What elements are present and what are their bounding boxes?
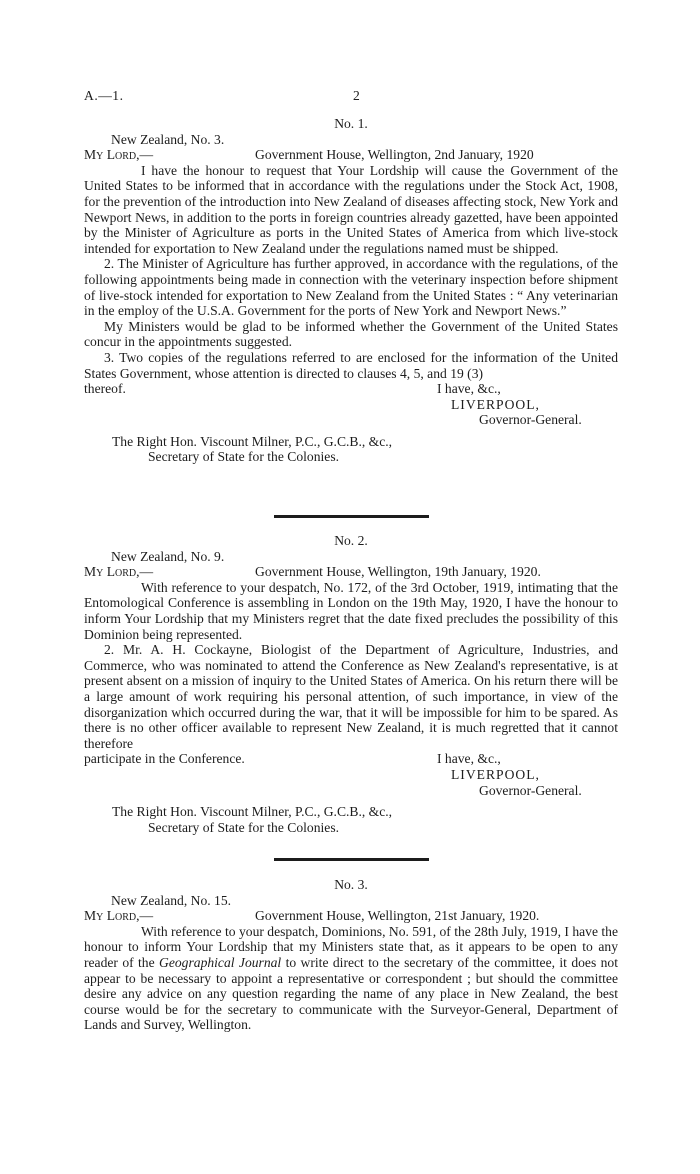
letter-1 <box>84 116 618 465</box>
letter-reference: New Zealand, No. 15. <box>111 892 232 908</box>
paragraph-last-line: thereof. <box>84 381 126 397</box>
closing: I have, &c., <box>437 751 501 767</box>
paragraph: My Ministers would be glad to be informed whether the Government of the United States concur in the appointments suggested. <box>84 318 618 350</box>
document-reference: A.—1. <box>84 88 124 103</box>
letter-reference: New Zealand, No. 9. <box>111 548 225 564</box>
signature-title: Governor-General. <box>479 782 582 798</box>
letter-3 <box>84 877 618 1033</box>
paragraph: I have the honour to request that Your Lordship will cause the Government of the United States to be informed that in accordance with the regulations under the Stock Act, 1908, for the prevention of the introduction into New Zealand of diseases affecting stock, New York and Newport News, in addition to the ports in foreign countries already gazetted, have been appointed by the Minister of Agriculture as ports in the United States of America from which live-stock intended for exportation to New Zealand under the regulations named must be shipped. <box>84 162 618 256</box>
signature-title: Governor-General. <box>479 412 582 428</box>
closing-line <box>84 381 618 397</box>
closing-line <box>84 751 618 767</box>
place-date: Government House, Wellington, 19th January, 1920. <box>255 564 541 580</box>
addressee-title: Secretary of State for the Colonies. <box>148 449 340 465</box>
letter-body <box>84 924 618 1033</box>
letter-2 <box>84 533 618 835</box>
signature: LIVERPOOL, <box>451 396 540 412</box>
salutation-line <box>84 564 618 580</box>
paragraph: 2. The Minister of Agriculture has further approved, in accordance with the regulations, of the following appointments being made in connection with the veterinary inspection before shipment of live-stock intended for exportation to New Zealand from the United States : “ Any veterinarian in the employ of the U.S.A. Government for the ports of New York and Newport News.” <box>84 256 618 319</box>
closing: I have, &c., <box>437 381 501 397</box>
paragraph-last-line: participate in the Conference. <box>84 751 245 767</box>
place-date: Government House, Wellington, 2nd January, 1920 <box>255 147 534 163</box>
page-number: 2 <box>353 88 360 103</box>
letter-number: No. 1. <box>334 116 368 131</box>
paragraph: 3. Two copies of the regulations referred to are enclosed for the information of the United States Government, whose attention is directed to clauses 4, 5, and 19 (3) <box>84 349 618 381</box>
addressee: The Right Hon. Viscount Milner, P.C., G.C.B., &c., <box>112 433 393 449</box>
journal-title: Geographical Journal <box>159 954 282 970</box>
addressee: The Right Hon. Viscount Milner, P.C., G.C.B., &c., <box>112 804 393 820</box>
letter-number: No. 3. <box>334 877 368 892</box>
letter-reference: New Zealand, No. 3. <box>111 131 225 147</box>
signature: LIVERPOOL, <box>451 766 540 782</box>
letter-number: No. 2. <box>334 533 368 548</box>
paragraph-end: to write direct to the secretary of the committee, it does not appear to be necessary to appoint a representative or correspondent ; but should the committee desire any advice on any question regarding the name of any place in New Zealand, the best course would be for the secretary to communicate with the Surveyor-General, Department of Lands and Survey, Wellington. <box>84 954 618 1033</box>
letter-body <box>84 163 618 381</box>
place-date: Government House, Wellington, 21st January, 1920. <box>255 908 540 924</box>
section-divider <box>274 858 429 861</box>
page-header <box>84 88 618 104</box>
addressee-title: Secretary of State for the Colonies. <box>148 819 340 835</box>
salutation: My Lord,— <box>84 908 154 924</box>
salutation-line <box>84 908 618 924</box>
section-divider <box>274 515 429 518</box>
salutation: My Lord,— <box>84 147 154 163</box>
paragraph <box>84 924 618 1033</box>
salutation: My Lord,— <box>84 564 154 580</box>
letter-body <box>84 580 618 752</box>
paragraph: 2. Mr. A. H. Cockayne, Biologist of the Department of Agriculture, Industries, and Commerce, who was nominated to attend the Conference as New Zealand's representative, is at present absent on a mission of inquiry to the United States of America. On his return there will be a large amount of work requiring his personal attention, of such importance, in view of the disorganization which occurred during the war, that it will be impossible for him to be spared. As there is no other officer available to represent New Zealand, it is much regretted that it cannot therefore <box>84 642 618 751</box>
paragraph: With reference to your despatch, No. 172, of the 3rd October, 1919, intimating that the Entomological Conference is assembling in London on the 19th May, 1920, I have the honour to inform Your Lordship that my Ministers regret that the date fixed precludes the possibility of this Dominion being represented. <box>84 579 618 642</box>
salutation-line <box>84 147 618 163</box>
paragraph-start: With reference to your despatch, Dominions, No. 591, of the 28th July, 1919, I have the honour to inform Your Lordship that my Ministers state that, as it appears to be open to any reader of the <box>84 923 618 970</box>
